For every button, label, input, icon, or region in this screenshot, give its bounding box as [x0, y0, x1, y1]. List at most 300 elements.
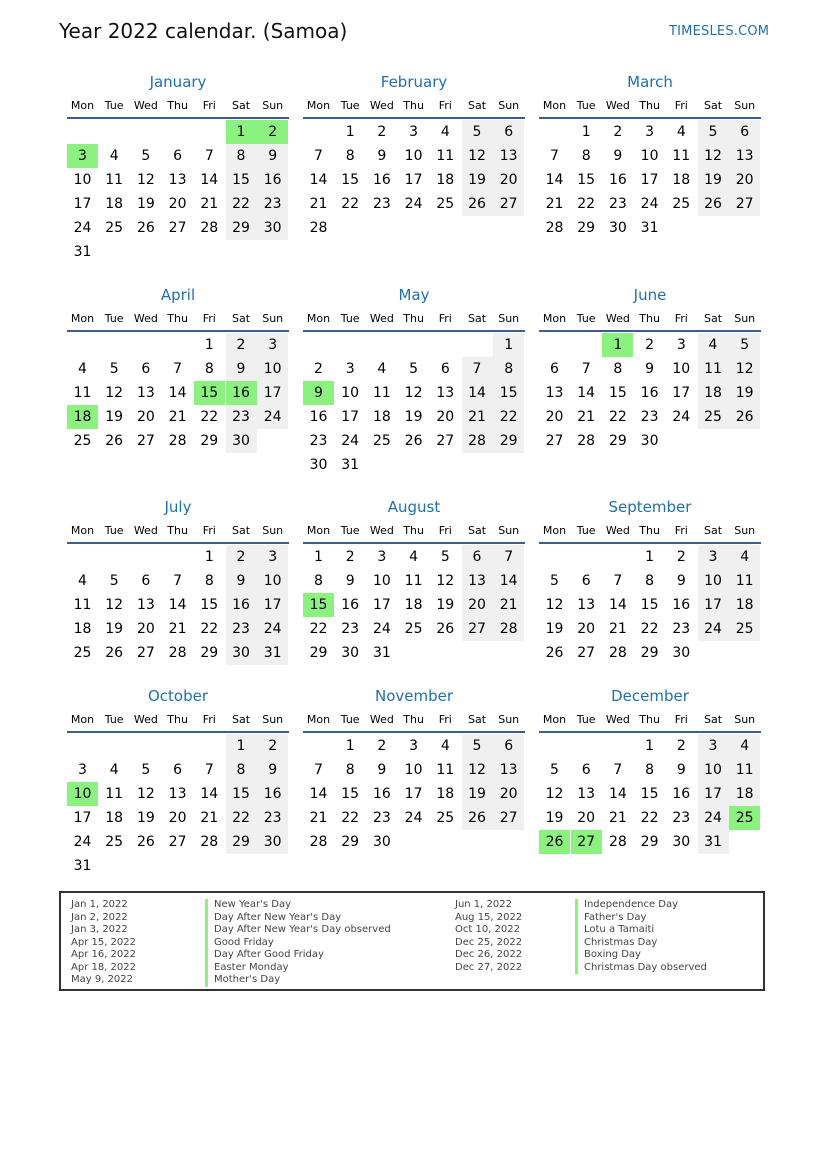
day-cell: 21	[493, 593, 524, 617]
page-title: Year 2022 calendar. (Samoa)	[59, 19, 348, 43]
day-cell: 2	[377, 738, 387, 754]
legend-holiday-name: Boxing Day	[575, 949, 641, 962]
day-cell: 21	[462, 405, 493, 429]
day-cell: 20	[493, 168, 524, 192]
day-cell: 30	[226, 429, 257, 453]
weekday-label: Tue	[340, 312, 360, 325]
day-cell: 14	[577, 385, 596, 401]
day-cell: 5	[141, 762, 151, 778]
legend-holiday-name: Independence Day	[575, 899, 678, 912]
day-cell: 10	[341, 385, 360, 401]
day-cell: 17	[73, 810, 92, 826]
day-cell: 5	[462, 120, 493, 144]
day-cell: 15	[640, 786, 659, 802]
weekday-label: Tue	[104, 99, 124, 112]
day-cell: 24	[404, 810, 423, 826]
day-cell: 2	[676, 738, 686, 754]
day-cell: 23	[372, 196, 391, 212]
day-cell: 29	[200, 433, 219, 449]
day-cell: 30	[640, 433, 659, 449]
day-cell: 30	[672, 834, 691, 850]
weekday-label: Thu	[167, 713, 188, 726]
day-cell: 10	[404, 148, 423, 164]
day-cell: 26	[136, 834, 155, 850]
weekday-label: Thu	[167, 312, 188, 325]
day-cell: 10	[404, 762, 423, 778]
day-cell: 3	[345, 361, 355, 377]
weekday-label: Fri	[438, 713, 452, 726]
day-cell: 28	[545, 220, 564, 236]
month-name: April	[160, 286, 196, 304]
weekday-label: Sun	[498, 713, 520, 726]
day-cell: 11	[729, 569, 760, 593]
weekday-header	[67, 99, 289, 115]
day-cell: 28	[608, 645, 627, 661]
day-cell: 7	[204, 762, 214, 778]
day-cell: 28	[608, 834, 627, 850]
day-cell: 5	[440, 549, 450, 565]
holiday-day-cell: 2	[257, 120, 288, 144]
day-cell: 13	[493, 144, 524, 168]
day-cell: 20	[545, 409, 564, 425]
day-cell: 1	[345, 738, 355, 754]
day-cell: 24	[257, 405, 288, 429]
day-cell: 6	[462, 545, 493, 569]
day-cell: 14	[608, 786, 627, 802]
legend-holiday-name: New Year's Day	[205, 899, 291, 912]
month-name: August	[387, 498, 441, 516]
weekday-label: Mon	[306, 524, 331, 537]
day-cell: 14	[309, 172, 328, 188]
day-cell: 6	[550, 361, 559, 377]
day-cell: 16	[226, 593, 257, 617]
weekday-header	[539, 713, 761, 729]
day-cell: 18	[436, 172, 455, 188]
weekday-label: Mon	[542, 713, 567, 726]
weekday-label: Sun	[734, 713, 756, 726]
weekday-label: Wed	[369, 713, 394, 726]
day-cell: 9	[226, 357, 257, 381]
weekday-label: Wed	[605, 312, 630, 325]
day-cell: 25	[729, 617, 760, 641]
day-cell: 15	[577, 172, 596, 188]
weekday-header	[539, 99, 761, 115]
header-rule	[67, 542, 289, 544]
day-cell: 5	[698, 120, 729, 144]
day-cell: 4	[676, 124, 686, 140]
weekday-label: Fri	[202, 312, 216, 325]
day-cell: 4	[440, 738, 450, 754]
day-cell: 27	[168, 834, 187, 850]
month-name: September	[608, 498, 692, 516]
month-name: January	[149, 73, 207, 91]
day-cell: 17	[404, 786, 423, 802]
weekday-label: Mon	[70, 99, 95, 112]
day-cell: 23	[257, 806, 288, 830]
day-cell: 21	[309, 196, 328, 212]
day-cell: 14	[493, 569, 524, 593]
weekday-label: Sat	[467, 713, 487, 726]
day-cell: 13	[136, 597, 155, 613]
day-cell: 12	[404, 385, 423, 401]
legend-date: Dec 25, 2022	[455, 936, 523, 948]
weekday-label: Sat	[467, 312, 487, 325]
day-cell: 27	[493, 806, 524, 830]
day-cell: 25	[404, 621, 423, 637]
day-cell: 28	[168, 645, 187, 661]
day-cell: 23	[608, 196, 627, 212]
day-cell: 9	[345, 573, 355, 589]
day-cell: 9	[645, 361, 655, 377]
month-name: October	[147, 687, 209, 705]
weekday-header	[67, 713, 289, 729]
day-cell: 11	[105, 172, 124, 188]
day-cell: 15	[200, 597, 219, 613]
day-cell: 12	[698, 144, 729, 168]
day-cell: 23	[257, 192, 288, 216]
header-rule	[303, 330, 525, 332]
weekday-label: Sun	[734, 312, 756, 325]
day-cell: 11	[73, 385, 92, 401]
day-cell: 8	[314, 573, 323, 589]
day-cell: 30	[257, 830, 288, 854]
day-cell: 30	[226, 641, 257, 665]
day-cell: 16	[372, 786, 391, 802]
day-cell: 14	[462, 381, 493, 405]
weekday-label: Sat	[703, 99, 723, 112]
day-cell: 13	[729, 144, 760, 168]
day-cell: 7	[581, 361, 591, 377]
weekday-label: Mon	[542, 99, 567, 112]
day-cell: 22	[341, 810, 360, 826]
weekday-label: Thu	[167, 99, 188, 112]
holiday-day-cell: 16	[226, 381, 257, 405]
day-cell: 25	[105, 834, 124, 850]
day-cell: 24	[341, 433, 360, 449]
day-cell: 28	[309, 834, 328, 850]
day-cell: 2	[377, 124, 387, 140]
day-cell: 4	[109, 762, 119, 778]
day-cell: 12	[462, 144, 493, 168]
day-cell: 28	[577, 433, 596, 449]
day-cell: 21	[200, 810, 219, 826]
month-name: July	[164, 498, 192, 516]
day-cell: 29	[608, 433, 627, 449]
day-cell: 31	[640, 220, 659, 236]
month-name: March	[627, 73, 673, 91]
weekday-label: Tue	[104, 524, 124, 537]
day-cell: 4	[698, 333, 729, 357]
legend-date: Dec 26, 2022	[455, 949, 523, 960]
day-cell: 6	[440, 361, 450, 377]
day-cell: 2	[314, 361, 323, 377]
day-cell: 8	[204, 361, 214, 377]
day-cell: 27	[462, 617, 493, 641]
weekday-label: Fri	[674, 312, 688, 325]
day-cell: 24	[372, 621, 391, 637]
weekday-header	[67, 524, 289, 540]
day-cell: 3	[377, 549, 387, 565]
day-cell: 28	[309, 220, 328, 236]
day-cell: 18	[698, 381, 729, 405]
day-cell: 21	[200, 196, 219, 212]
day-cell: 24	[404, 196, 423, 212]
legend-date: Aug 15, 2022	[455, 911, 523, 923]
day-cell: 19	[462, 782, 493, 806]
day-cell: 19	[462, 168, 493, 192]
day-cell: 7	[314, 148, 323, 164]
day-cell: 9	[676, 762, 686, 778]
day-cell: 17	[698, 593, 729, 617]
day-cell: 7	[462, 357, 493, 381]
day-cell: 15	[341, 786, 360, 802]
day-cell: 17	[257, 381, 288, 405]
day-cell: 14	[545, 172, 564, 188]
day-cell: 11	[698, 357, 729, 381]
day-cell: 23	[309, 433, 328, 449]
day-cell: 24	[73, 220, 92, 236]
day-cell: 8	[493, 357, 524, 381]
day-cell: 10	[73, 172, 92, 188]
day-cell: 7	[204, 148, 214, 164]
day-cell: 16	[672, 597, 691, 613]
weekday-label: Thu	[639, 312, 660, 325]
day-cell: 10	[640, 148, 659, 164]
weekday-label: Fri	[438, 524, 452, 537]
day-cell: 23	[672, 621, 691, 637]
day-cell: 24	[698, 806, 729, 830]
weekday-label: Wed	[605, 524, 630, 537]
day-cell: 14	[200, 172, 219, 188]
day-cell: 10	[672, 361, 691, 377]
day-cell: 21	[608, 621, 627, 637]
day-cell: 20	[136, 621, 155, 637]
weekday-label: Thu	[639, 99, 660, 112]
day-cell: 4	[729, 545, 760, 569]
weekday-label: Sat	[703, 312, 723, 325]
day-cell: 11	[729, 758, 760, 782]
day-cell: 31	[698, 830, 729, 854]
day-cell: 29	[493, 429, 524, 453]
day-cell: 7	[314, 762, 323, 778]
day-cell: 7	[550, 148, 559, 164]
legend-holiday-name: Christmas Day	[575, 937, 657, 950]
month-name: May	[398, 286, 430, 304]
day-cell: 16	[640, 385, 659, 401]
day-cell: 28	[493, 617, 524, 641]
month-name: February	[380, 73, 448, 91]
weekday-label: Wed	[133, 99, 158, 112]
day-cell: 4	[377, 361, 387, 377]
day-cell: 1	[204, 337, 214, 353]
day-cell: 22	[200, 621, 219, 637]
weekday-label: Tue	[340, 99, 360, 112]
weekday-header	[67, 312, 289, 328]
holiday-day-cell: 1	[602, 333, 633, 357]
day-cell: 6	[493, 120, 524, 144]
day-cell: 26	[545, 645, 564, 661]
day-cell: 19	[545, 810, 564, 826]
day-cell: 16	[372, 172, 391, 188]
day-cell: 19	[136, 196, 155, 212]
day-cell: 10	[698, 569, 729, 593]
day-cell: 13	[493, 758, 524, 782]
day-cell: 20	[729, 168, 760, 192]
day-cell: 23	[226, 405, 257, 429]
day-cell: 31	[341, 457, 360, 473]
day-cell: 18	[436, 786, 455, 802]
weekday-label: Wed	[133, 713, 158, 726]
day-cell: 25	[372, 433, 391, 449]
day-cell: 20	[577, 621, 596, 637]
day-cell: 27	[493, 192, 524, 216]
day-cell: 31	[73, 244, 92, 260]
day-cell: 26	[136, 220, 155, 236]
day-cell: 24	[73, 834, 92, 850]
day-cell: 20	[436, 409, 455, 425]
day-cell: 7	[493, 545, 524, 569]
day-cell: 24	[640, 196, 659, 212]
legend-holiday-name: Christmas Day observed	[575, 962, 707, 975]
day-cell: 8	[204, 573, 214, 589]
brand-link[interactable]: TIMESLES.COM	[669, 24, 770, 39]
day-cell: 19	[729, 381, 760, 405]
day-cell: 7	[613, 573, 623, 589]
day-cell: 3	[257, 333, 288, 357]
weekday-header	[539, 312, 761, 328]
day-cell: 1	[493, 333, 524, 357]
day-cell: 15	[493, 381, 524, 405]
day-cell: 26	[436, 621, 455, 637]
day-cell: 15	[640, 597, 659, 613]
day-cell: 29	[309, 645, 328, 661]
day-cell: 2	[676, 549, 686, 565]
day-cell: 25	[672, 196, 691, 212]
day-cell: 12	[136, 172, 155, 188]
day-cell: 21	[168, 621, 187, 637]
holiday-day-cell: 26	[539, 830, 570, 854]
day-cell: 22	[341, 196, 360, 212]
day-cell: 16	[309, 409, 328, 425]
day-cell: 15	[341, 172, 360, 188]
weekday-label: Wed	[605, 713, 630, 726]
weekday-label: Mon	[70, 713, 95, 726]
day-cell: 5	[550, 573, 559, 589]
month-name: June	[633, 286, 667, 304]
day-cell: 29	[200, 645, 219, 661]
day-cell: 26	[105, 645, 124, 661]
day-cell: 19	[436, 597, 455, 613]
day-cell: 6	[493, 734, 524, 758]
day-cell: 18	[672, 172, 691, 188]
day-cell: 1	[226, 734, 257, 758]
day-cell: 23	[226, 617, 257, 641]
day-cell: 23	[672, 810, 691, 826]
day-cell: 13	[577, 597, 596, 613]
weekday-label: Tue	[576, 524, 596, 537]
weekday-label: Sun	[734, 99, 756, 112]
day-cell: 28	[200, 220, 219, 236]
legend-date: Jan 2, 2022	[71, 911, 128, 923]
weekday-label: Fri	[674, 99, 688, 112]
day-cell: 3	[409, 124, 419, 140]
day-cell: 6	[581, 573, 591, 589]
weekday-label: Tue	[576, 713, 596, 726]
day-cell: 8	[345, 762, 355, 778]
day-cell: 6	[581, 762, 591, 778]
day-cell: 8	[613, 361, 623, 377]
legend-holiday-name: Easter Monday	[205, 962, 289, 975]
weekday-label: Sat	[231, 713, 251, 726]
weekday-label: Thu	[639, 713, 660, 726]
day-cell: 29	[577, 220, 596, 236]
day-cell: 14	[200, 786, 219, 802]
legend-holiday-name: Father's Day	[575, 912, 646, 925]
weekday-label: Mon	[542, 312, 567, 325]
header-rule	[303, 731, 525, 733]
day-cell: 20	[136, 409, 155, 425]
day-cell: 29	[341, 834, 360, 850]
day-cell: 23	[640, 409, 659, 425]
day-cell: 30	[608, 220, 627, 236]
day-cell: 4	[440, 124, 450, 140]
day-cell: 23	[372, 810, 391, 826]
weekday-label: Fri	[202, 524, 216, 537]
weekday-label: Tue	[576, 99, 596, 112]
day-cell: 6	[141, 361, 151, 377]
holiday-day-cell: 1	[226, 120, 257, 144]
day-cell: 28	[200, 834, 219, 850]
day-cell: 13	[462, 569, 493, 593]
day-cell: 23	[341, 621, 360, 637]
weekday-label: Mon	[70, 524, 95, 537]
day-cell: 26	[105, 433, 124, 449]
day-cell: 29	[640, 645, 659, 661]
weekday-label: Sat	[467, 524, 487, 537]
day-cell: 19	[545, 621, 564, 637]
weekday-label: Mon	[306, 312, 331, 325]
day-cell: 16	[341, 597, 360, 613]
day-cell: 26	[404, 433, 423, 449]
day-cell: 13	[168, 172, 187, 188]
weekday-label: Mon	[542, 524, 567, 537]
day-cell: 30	[372, 834, 391, 850]
day-cell: 12	[105, 385, 124, 401]
holiday-day-cell: 10	[67, 782, 98, 806]
weekday-label: Sat	[703, 713, 723, 726]
legend-date: Oct 10, 2022	[455, 924, 520, 935]
day-cell: 9	[613, 148, 623, 164]
legend-holiday-name: Day After Good Friday	[205, 949, 324, 962]
header-rule	[67, 117, 289, 119]
weekday-header	[303, 312, 525, 328]
day-cell: 17	[640, 172, 659, 188]
weekday-label: Fri	[674, 713, 688, 726]
day-cell: 1	[204, 549, 214, 565]
day-cell: 4	[729, 734, 760, 758]
day-cell: 17	[698, 782, 729, 806]
legend-date: Dec 27, 2022	[455, 961, 523, 973]
day-cell: 27	[168, 220, 187, 236]
weekday-label: Tue	[340, 713, 360, 726]
day-cell: 19	[136, 810, 155, 826]
day-cell: 15	[608, 385, 627, 401]
day-cell: 25	[436, 196, 455, 212]
day-cell: 12	[136, 786, 155, 802]
legend-date: Jan 1, 2022	[71, 899, 128, 910]
weekday-label: Wed	[369, 524, 394, 537]
day-cell: 22	[640, 810, 659, 826]
